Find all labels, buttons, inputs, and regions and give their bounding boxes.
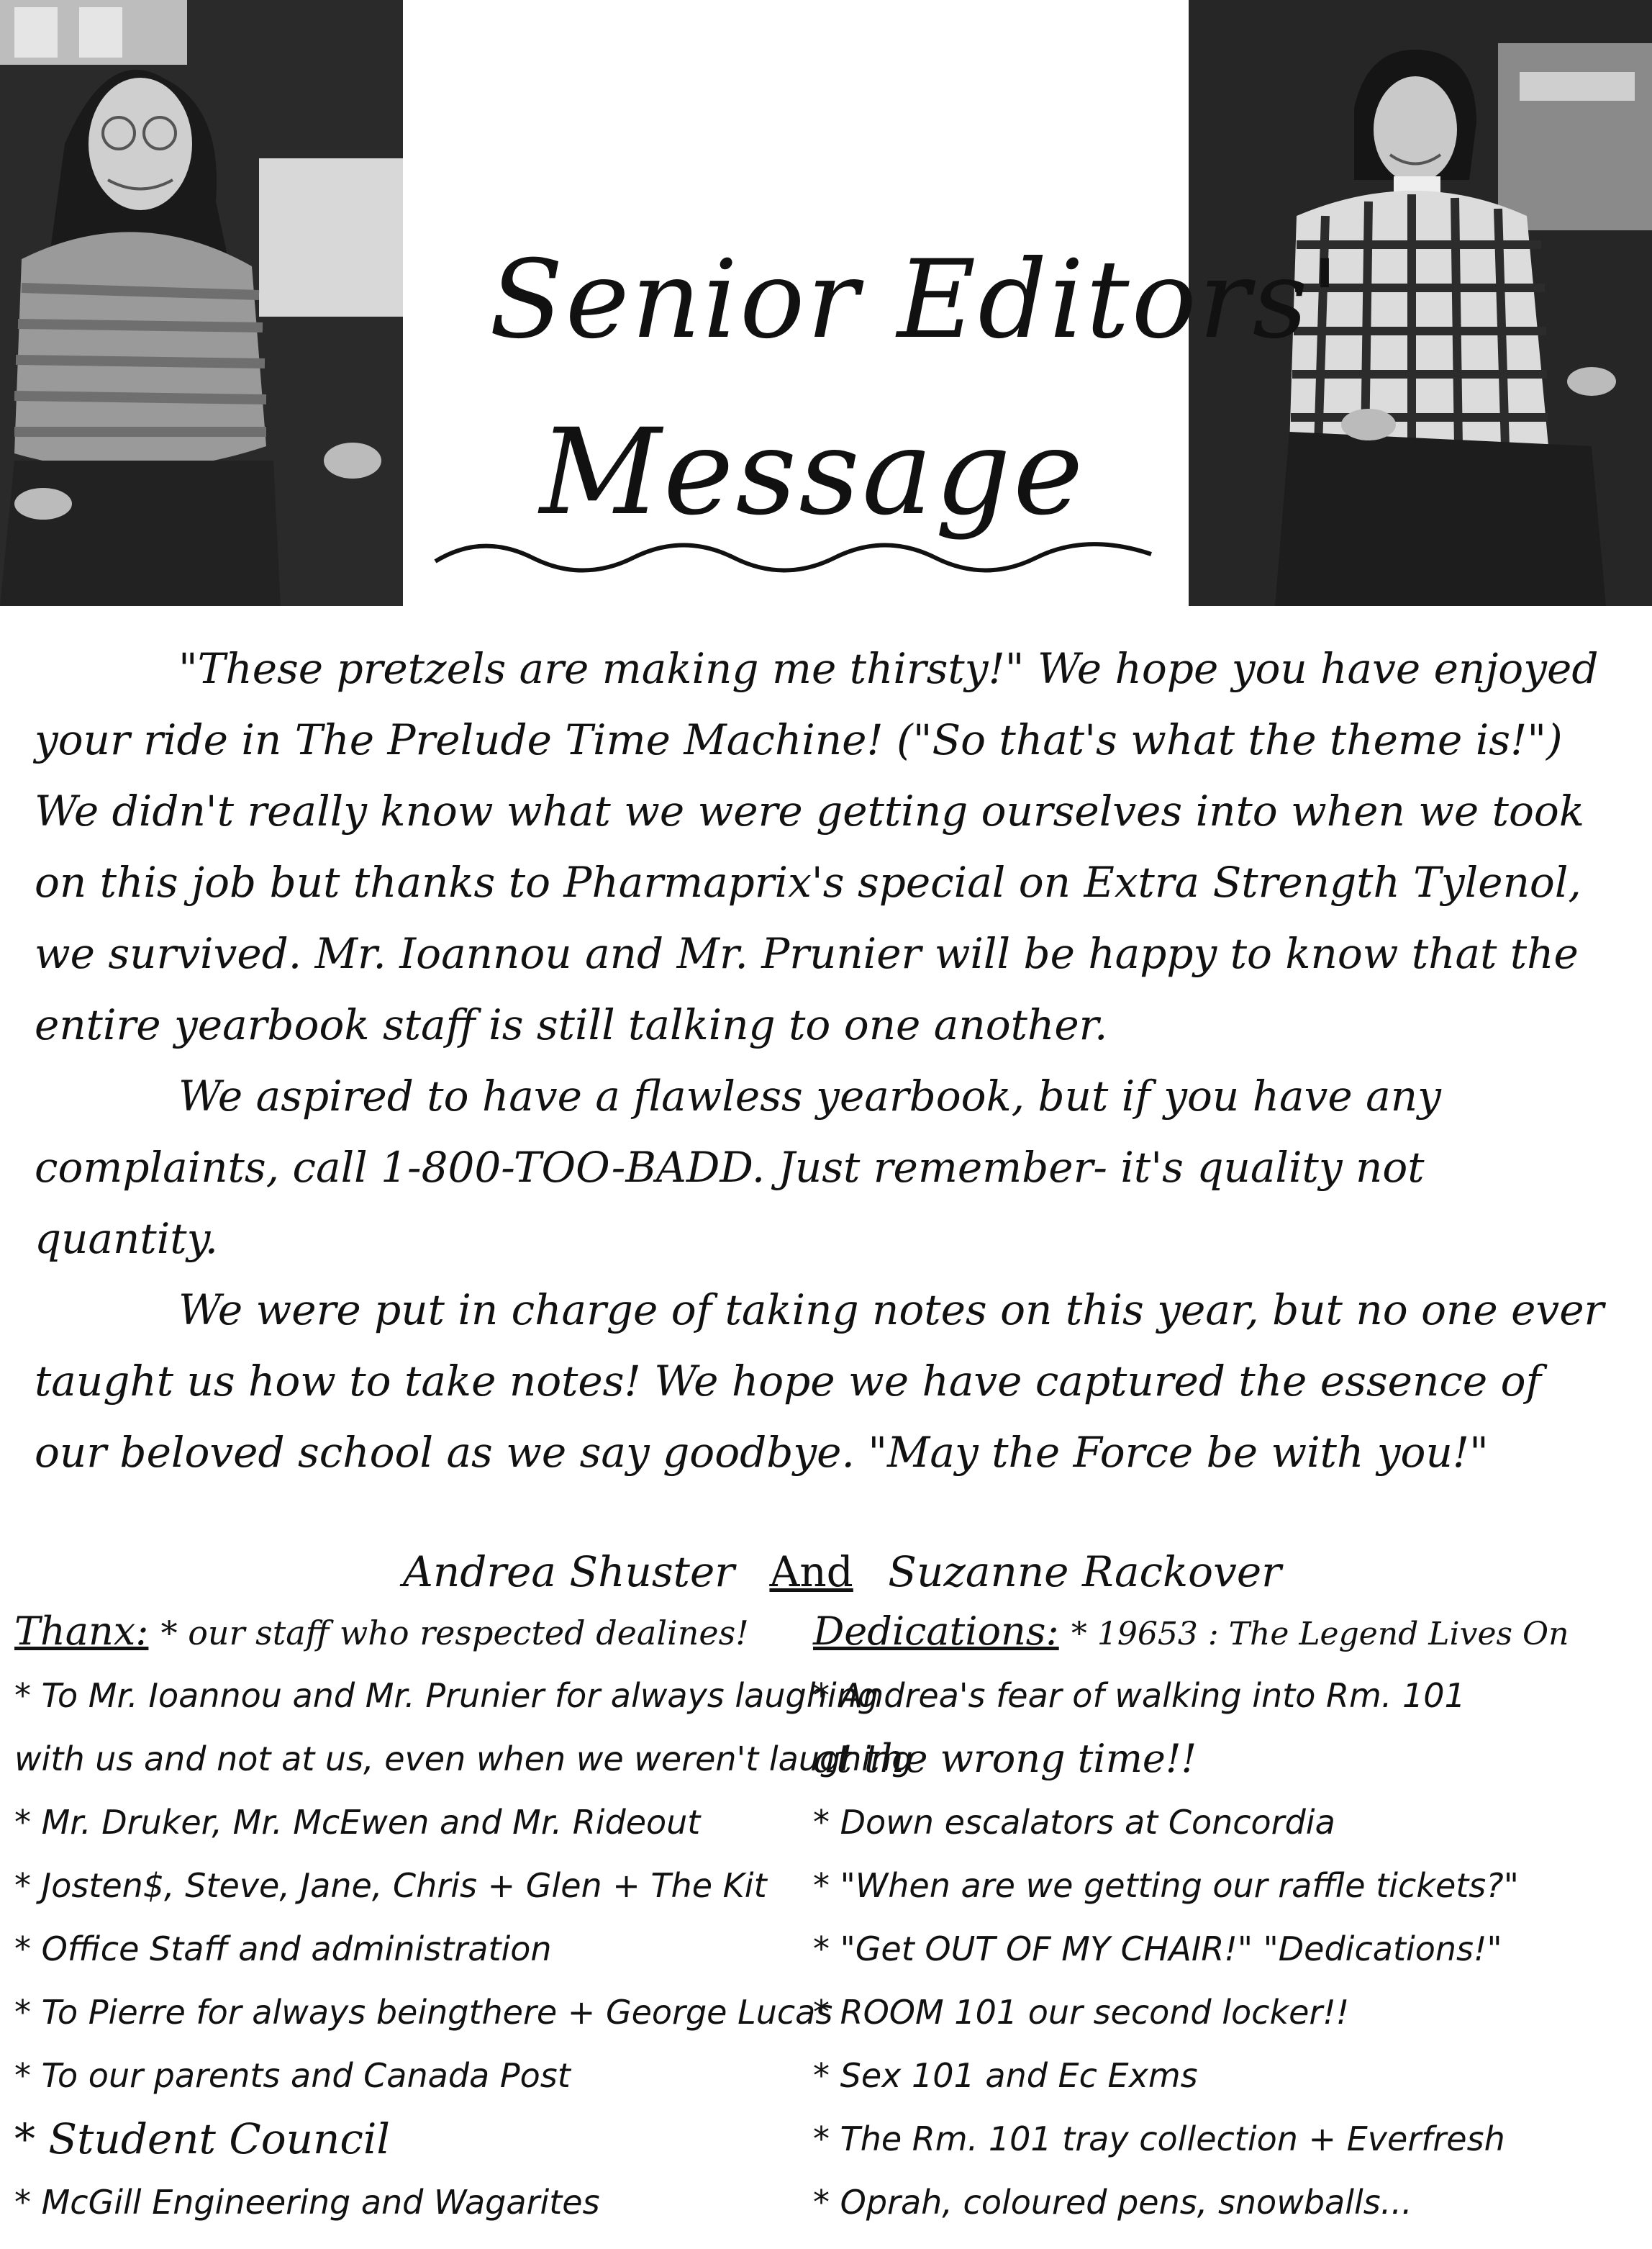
title-senior-editors: Senior Editors': [489, 237, 1342, 363]
thanks-item: * Office Staff and administration: [14, 1929, 552, 1968]
dedications-item: * Andrea's fear of walking into Rm. 101: [813, 1676, 1466, 1715]
photo-left-image: [0, 0, 403, 606]
signature: [403, 1547, 1482, 1596]
paragraph-3: We were put in charge of taking notes on this year, but no one ever taught us how to take notes! We hope we have captured the essence of our beloved school as we say goodbye. "May the Force be with you!": [35, 1285, 1605, 1477]
title-wave-divider: [432, 533, 1158, 583]
thanks-item: * Mr. Druker, Mr. McEwen and Mr. Rideout: [14, 1803, 701, 1842]
dedications-item: * Sex 101 and Ec Exms: [813, 2056, 1198, 2095]
dedications-item: * Oprah, coloured pens, snowballs...: [813, 2183, 1412, 2222]
thanks-item: with us and not at us, even when we weren't laughing: [14, 1739, 913, 1778]
dedications-item: * Down escalators at Concordia: [813, 1803, 1335, 1842]
paragraph-2: We aspired to have a flawless yearbook, but if you have any complaints, call 1-800-TOO-BADD. Just remember- it's quality not quantity.: [35, 1072, 1441, 1263]
thanks-item: * To Mr. Ioannou and Mr. Prunier for always laughing: [14, 1676, 879, 1715]
dedications-item: * The Rm. 101 tray collection + Everfresh: [813, 2119, 1505, 2158]
thanks-heading: Thanx:: [14, 1608, 149, 1654]
signature-name-1: Andrea Shuster: [403, 1547, 735, 1596]
dedications-list: [813, 1599, 1648, 2234]
dedications-item: * "When are we getting our raffle tickets?": [813, 1866, 1519, 1905]
signature-name-2: Suzanne Rackover: [888, 1547, 1281, 1596]
signature-and: And: [769, 1547, 853, 1596]
thanks-item: * To Pierre for always beingthere + George Lucas: [14, 1993, 833, 2032]
thanks-list: [14, 1599, 913, 2234]
thanks-heading-row: [14, 1599, 820, 1664]
thanks-item: * McGill Engineering and Wagarites: [14, 2183, 600, 2222]
dedications-first-line: * 19653 : The Legend Lives On: [1071, 1616, 1569, 1652]
photo-left-editor: [0, 0, 403, 606]
thanks-first-line: * our staff who respected dealines!: [160, 1614, 749, 1652]
thanks-item: * Josten$, Steve, Jane, Chris + Glen + The Kit: [14, 1866, 767, 1905]
title-message: Message: [540, 403, 1086, 541]
message-body: [35, 633, 1617, 1488]
dedications-item: * ROOM 101 our second locker!!: [813, 1993, 1350, 2032]
dedications-item: * "Get OUT OF MY CHAIR!" "Dedications!": [813, 1929, 1502, 1968]
thanks-item: * Student Council: [14, 2114, 390, 2163]
dedications-item: at the wrong time!!: [813, 1736, 1197, 1781]
dedications-heading-row: [813, 1599, 1648, 1664]
paragraph-1: "These pretzels are making me thirsty!" We hope you have enjoyed your ride in The Prelude Time Machine! ("So that's what the theme is!") We didn't really know what we were getting ourselves into when we took on this job but thanks to Pharmaprix's special on Extra Strength Tylenol, we survived. Mr. Ioannou and Mr. Prunier will be happy to know that the entire yearbook staff is still talking to one another.: [35, 644, 1599, 1049]
thanks-item: * To our parents and Canada Post: [14, 2056, 571, 2095]
dedications-heading: Dedications:: [813, 1608, 1059, 1654]
